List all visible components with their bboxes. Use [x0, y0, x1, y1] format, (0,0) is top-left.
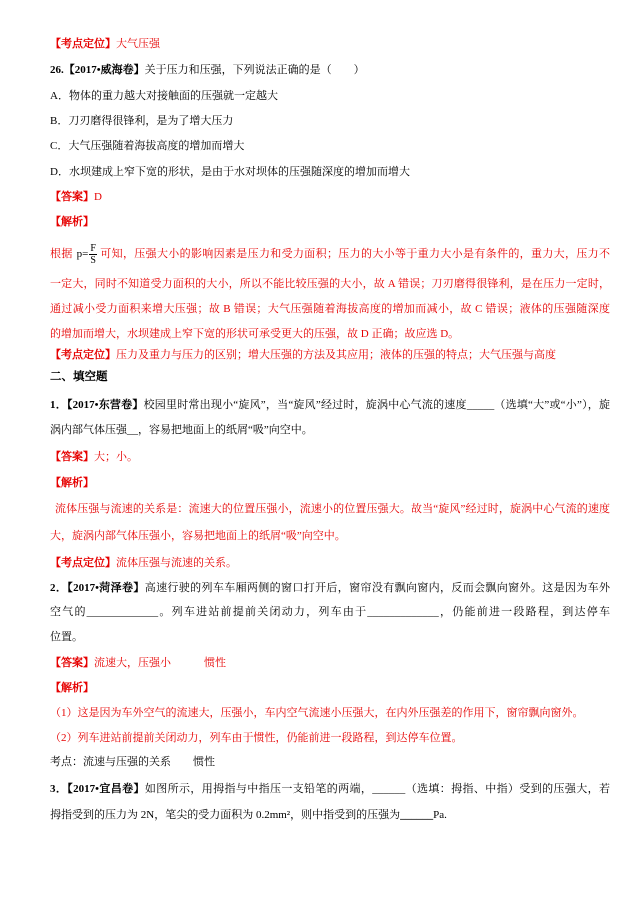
q26-analysis-line-1 — [50, 239, 610, 269]
prev-topic-line — [50, 34, 160, 54]
q26-analysis-line-4: 的增加而增大，水坝建成上窄下宽的形状可承受更大的压强，故 D 正确；故应选 D。 — [50, 328, 460, 340]
question-source: 【2017•东营卷】 — [66, 399, 144, 411]
question-stem: 拇指受到的压力为 2N，笔尖的受力面积为 0.2mm²，则中指受到的压强为 — [50, 809, 401, 821]
q2-analysis-label — [50, 678, 94, 698]
question-stem: 校园里时常出现小“旋风”，当“旋风”经过时，旋涡中心气流的速度_____（选填“大”或“小”），旋 — [143, 399, 610, 411]
question-number: 1． — [50, 399, 67, 411]
answer-label: 【答案】 — [50, 451, 94, 463]
q26-option-d: D．水坝建成上窄下宽的形状，是由于水对坝体的压强随深度的增加而增大 — [50, 166, 410, 178]
q1-analysis-label — [50, 473, 94, 493]
q26-analysis-line-2: 一定大，同时不知道受力面积的大小，所以不能比较压强的大小，故 A 错误；刀刃磨得很锋利，是在压力一定时， — [50, 278, 610, 290]
analysis-label: 【解析】 — [50, 216, 94, 228]
q26-topic-line — [50, 345, 556, 365]
answer-text: 大；小。 — [94, 451, 138, 463]
question-stem: 如图所示，用拇指与中指压一支铅笔的两端，______（选填：拇指、中指）受到的压强大，若 — [144, 783, 610, 795]
analysis-text: 可知，压强大小的影响因素是压力和受力面积；压力的大小等于重力大小是有条件的，重力大，压力不 — [99, 248, 610, 260]
topic-text: 压力及重力与压力的区别；增大压强的方法及其应用；液体的压强的特点；大气压强与高度 — [116, 349, 556, 361]
question-number: 3． — [50, 783, 68, 795]
question-source: 【2017•菏泽卷】 — [67, 582, 145, 594]
q26-option-c: C．大气压强随着海拔高度的增加而增大 — [50, 140, 245, 152]
q26-option-a: A．物体的重力越大对接触面的压强就一定越大 — [50, 90, 278, 102]
unit-text: Pa. — [433, 809, 447, 821]
q2-stem-line-1 — [50, 578, 610, 598]
q3-stem-line-2 — [50, 805, 447, 825]
question-stem: 高速行驶的列车车厢两侧的窗口打开后，窗帘没有飘向窗内，反而会飘向窗外。这是因为车外 — [144, 582, 610, 594]
topic-label: 考点： — [50, 756, 83, 768]
pressure-formula — [76, 242, 97, 266]
topic-text: 大气压强 — [116, 38, 160, 50]
q1-stem-line-1 — [50, 395, 610, 415]
question-stem: 关于压力和压强，下列说法正确的是（ ） — [144, 64, 365, 76]
q26-analysis-label — [50, 212, 94, 232]
section-title: 二、填空题 — [50, 371, 108, 383]
q1-topic-line — [50, 553, 237, 573]
topic-label: 【考点定位】 — [50, 349, 116, 361]
formula-denominator: S — [90, 254, 96, 266]
analysis-label: 【解析】 — [50, 477, 94, 489]
answer-label: 【答案】 — [50, 657, 94, 669]
q26-stem-line — [50, 60, 365, 80]
analysis-lead: 根据 — [50, 248, 73, 260]
answer-label: 【答案】 — [50, 191, 94, 203]
q2-analysis-line-2: （2）列车进站前提前关闭动力，列车由于惯性，仍能前进一段路程，到达停车位置。 — [50, 732, 463, 744]
q26-answer-line — [50, 187, 102, 207]
formula-numerator: F — [90, 242, 96, 254]
question-number: 26. — [50, 64, 64, 76]
answer-text: D — [94, 191, 102, 203]
topic-label: 【考点定位】 — [50, 38, 116, 50]
q2-topic-line — [50, 752, 215, 772]
question-source: 【2017•威海卷】 — [63, 64, 145, 76]
q1-analysis-line-1: 流体压强与流速的关系是：流速大的位置压强小，流速小的位置压强大。故当“旋风”经过时，旋涡中心气流的速度 — [55, 503, 610, 515]
q2-answer-line — [50, 653, 226, 673]
topic-text: 流速与压强的关系 惯性 — [83, 756, 215, 768]
formula-fraction — [89, 243, 97, 266]
q2-analysis-line-1: （1）这是因为车外空气的流速大，压强小，车内空气流速小压强大，在内外压强差的作用下，窗帘飘向窗外。 — [50, 707, 584, 719]
formula-lhs: p= — [76, 248, 89, 260]
question-number: 2． — [50, 582, 68, 594]
analysis-label: 【解析】 — [50, 682, 94, 694]
q3-stem-line-1 — [50, 779, 610, 799]
q1-answer-line — [50, 447, 138, 467]
answer-blank: ______ — [400, 809, 434, 821]
q2-stem-line-2: 空气的_____________。列车进站前提前关闭动力，列车由于_____________，仍能前进一段路程，到达停车 — [50, 606, 610, 618]
q1-analysis-line-2: 大，旋涡内部气体压强小，容易把地面上的纸屑“吸”向空中。 — [50, 530, 346, 542]
q26-option-b: B．刀刃磨得很锋利，是为了增大压力 — [50, 115, 234, 127]
answer-text: 流速大，压强小 惯性 — [94, 657, 226, 669]
q2-stem-line-3: 位置。 — [50, 631, 83, 643]
q26-analysis-line-3: 通过减小受力面积来增大压强；故 B 错误；大气压强随着海拔高度的增加而减小，故 C 错误；液体的压强随深度 — [50, 303, 610, 315]
question-source: 【2017•宜昌卷】 — [67, 783, 145, 795]
topic-text: 流体压强与流速的关系。 — [116, 557, 237, 569]
q1-stem-line-2: 涡内部气体压强__，容易把地面上的纸屑“吸”向空中。 — [50, 424, 313, 436]
topic-label: 【考点定位】 — [50, 557, 116, 569]
